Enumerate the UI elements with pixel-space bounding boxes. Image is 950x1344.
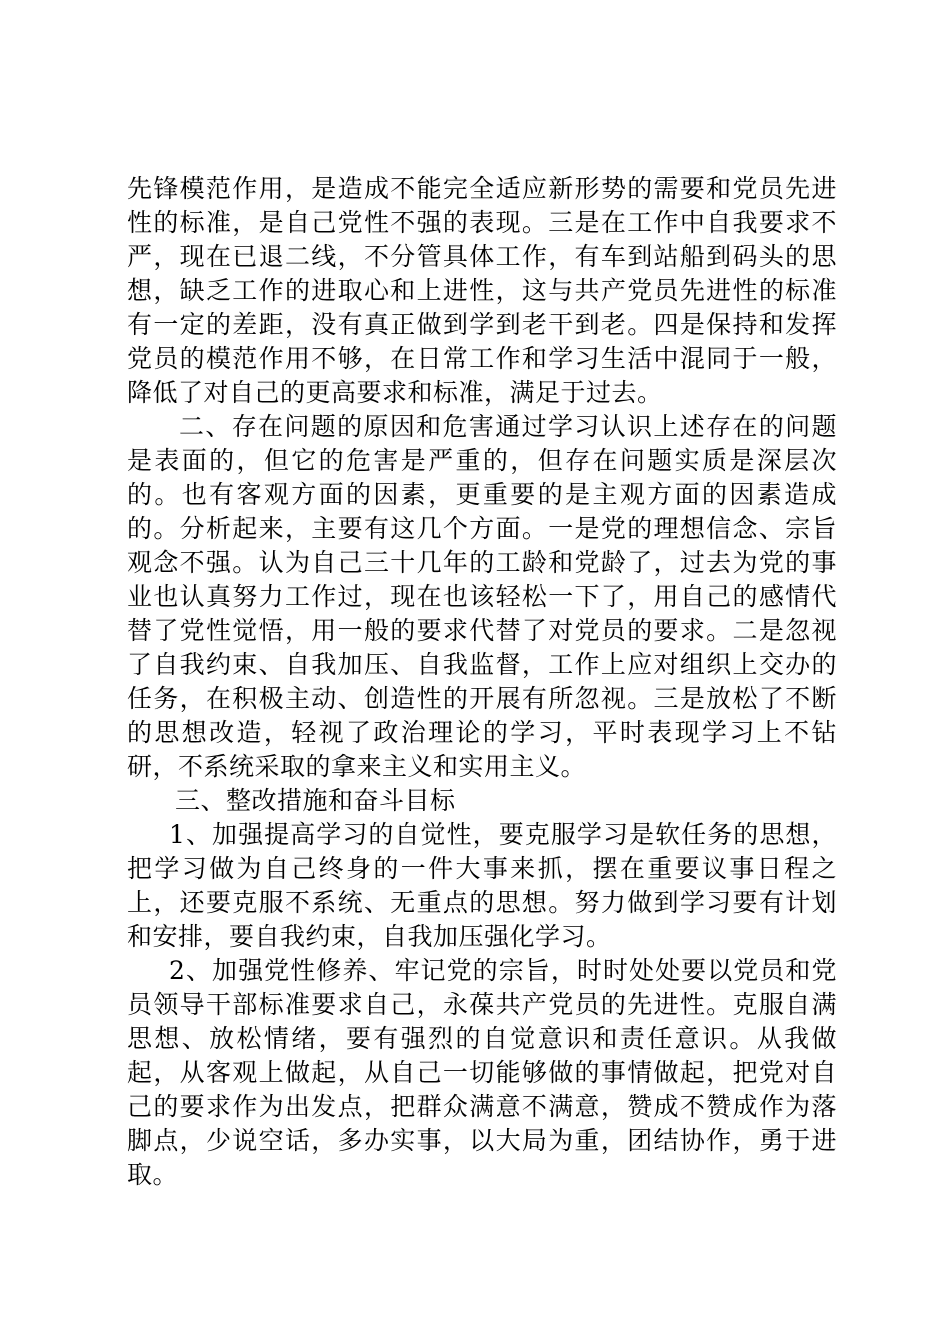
- paragraph-measure-one: 1、加强提高学习的自觉性，要克服学习是软任务的思想，把学习做为自己终身的一件大事来抓，摆在重要议事日程之上，还要克服不系统、无重点的思想。努力做到学习要有计划和安排，要自我约束，自我加压强化学习。: [127, 820, 837, 951]
- section-heading-three: 三、整改措施和奋斗目标: [175, 786, 456, 815]
- paragraph-section-two: 二、存在问题的原因和危害通过学习认识上述存在的问题是表面的，但它的危害是严重的，但存在问题实质是深层次的。也有客观方面的因素，更重要的是主观方面的因素造成的。分析起来，主要有这几个方面。一是党的理想信念、宗旨观念不强。认为自己三十几年的工龄和党龄了，过去为党的事业也认真努力工作过，现在也该轻松一下了，用自己的感情代替了党性觉悟，用一般的要求代替了对党员的要求。二是忽视了自我约束、自我加压、自我监督，工作上应对组织上交办的任务，在积极主动、创造性的开展有所忽视。三是放松了不断的思想改造，轻视了政治理论的学习，平时表现学习上不钻研，不系统采取的拿来主义和实用主义。: [127, 412, 837, 781]
- paragraph-measure-two: 2、加强党性修养、牢记党的宗旨，时时处处要以党员和党员领导干部标准要求自己，永葆共产党员的先进性。克服自满思想、放松情绪，要有强烈的自觉意识和责任意识。从我做起，从客观上做起，从自己一切能够做的事情做起，把党对自己的要求作为出发点，把群众满意不满意，赞成不赞成作为落脚点，少说空话，多办实事，以大局为重，团结协作，勇于进取。: [127, 956, 837, 1189]
- paragraph-continuation: 先锋模范作用，是造成不能完全适应新形势的需要和党员先进性的标准，是自己党性不强的表现。三是在工作中自我要求不严，现在已退二线，不分管具体工作，有车到站船到码头的思想，缺乏工作的进取心和上进性，这与共产党员先进性的标准有一定的差距，没有真正做到学到老干到老。四是保持和发挥党员的模范作用不够，在日常工作和学习生活中混同于一般，降低了对自己的更高要求和标准，满足于过去。: [127, 174, 837, 407]
- document-page: [127, 172, 837, 1192]
